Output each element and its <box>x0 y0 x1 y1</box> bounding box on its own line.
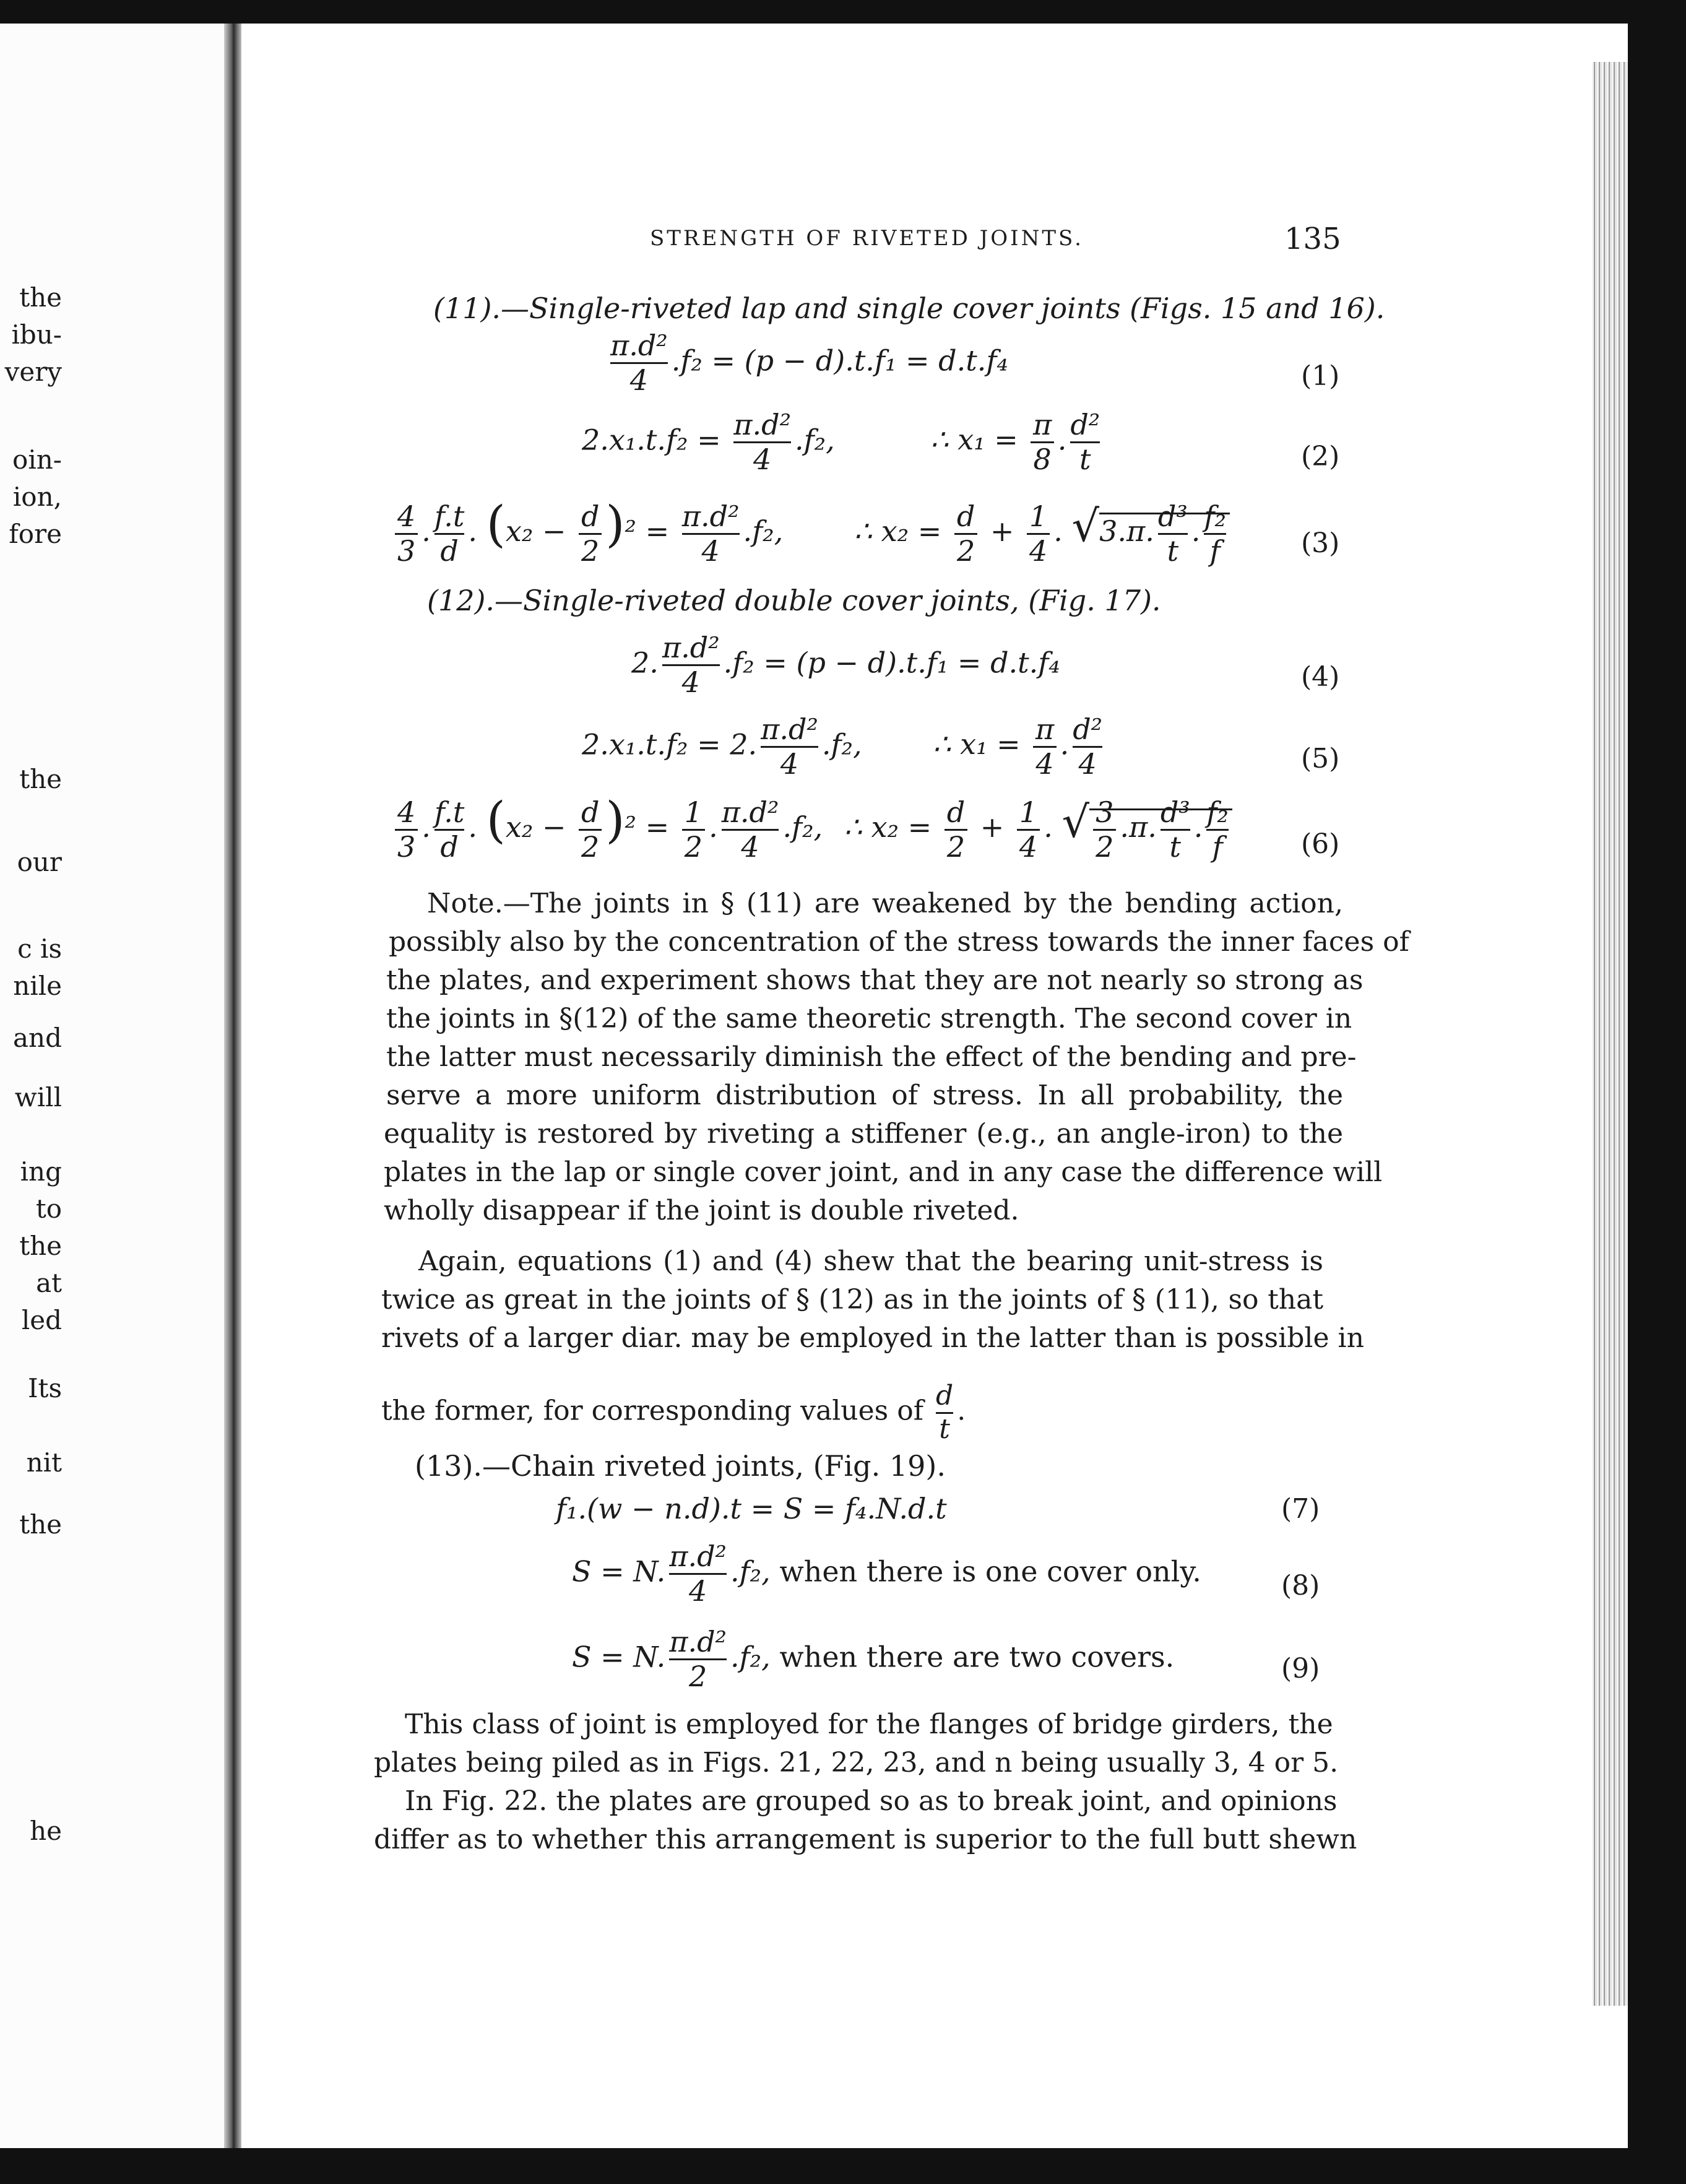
note-line: the plates, and experiment shows that they are not nearly so strong as <box>386 964 1364 996</box>
facing-page-fragment: the <box>19 764 62 794</box>
note-line: Note.—The joints in § (11) are weakened by the bending action, <box>427 888 1343 919</box>
facing-page-fragment: the <box>19 282 62 313</box>
facing-page-fragment: to <box>35 1194 62 1224</box>
facing-page-fragment: he <box>30 1816 62 1846</box>
facing-page-fragment: very <box>4 357 62 387</box>
equation-8: S = N. $\frac{\text{π.d²}}{4}$ .f₂, when there is one cover only. <box>572 1540 1201 1608</box>
equation-1-number: (1) <box>1301 360 1340 392</box>
equation-3: $\frac{4}{3}$ . $\frac{f.t}{d}$ . (x₂ − $\frac{d}{2}$ )² = $\frac{\text{π.d²}}{4}$ .f₂, ∴ x₂ = $\frac{d}{2}$ + $\frac{1}{4}$ . √3.π. $\frac{\text{d³}}{t}$ . $\frac{\text{f₂}}{f}$ <box>391 495 1230 567</box>
again-line: twice as great in the joints of § (12) as in the joints of § (11), so that <box>381 1284 1323 1315</box>
equation-7-number: (7) <box>1281 1493 1320 1525</box>
section-12-heading: (12).—Single-riveted double cover joints, (Fig. 17). <box>427 584 1161 617</box>
running-head: STRENGTH OF RIVETED JOINTS. <box>650 226 1084 251</box>
equation-5-number: (5) <box>1301 743 1340 774</box>
facing-page-fragment: the <box>19 1231 62 1261</box>
facing-page-fragment: oin- <box>12 444 62 475</box>
facing-page-fragment: led <box>21 1305 62 1335</box>
fig22-line: In Fig. 22. the plates are grouped so as to break joint, and opinions <box>405 1785 1338 1817</box>
again-line: Again, equations (1) and (4) shew that the bearing unit-stress is <box>418 1246 1323 1277</box>
section-13-heading: (13).—Chain riveted joints, (Fig. 19). <box>415 1449 946 1483</box>
facing-page-fragment: will <box>14 1082 62 1112</box>
facing-page-fragment: nile <box>13 971 62 1001</box>
facing-page-fragment: and <box>13 1023 62 1053</box>
equation-6-number: (6) <box>1301 828 1340 860</box>
equation-4: 2. $\frac{\text{π.d²}}{4}$ .f₂ = (p − d).t.f₁ = d.t.f₄ <box>631 631 1060 699</box>
facing-page-fragment: the <box>19 1509 62 1540</box>
class-line: plates being piled as in Figs. 21, 22, 23, and n being usually 3, 4 or 5. <box>374 1747 1339 1779</box>
equation-2-number: (2) <box>1301 441 1340 472</box>
equation-7: f₁.(w − n.d).t = S = f₄.N.d.t <box>556 1492 947 1525</box>
note-line: serve a more uniform distribution of stress. In all probability, the <box>386 1080 1343 1111</box>
equation-8-text: when there is one cover only. <box>779 1554 1201 1588</box>
note-line: the latter must necessarily diminish the effect of the bending and pre- <box>386 1041 1357 1073</box>
section-11-heading: (11).—Single-riveted lap and single cover joints (Figs. 15 and 16). <box>433 292 1385 325</box>
equation-3-number: (3) <box>1301 527 1340 559</box>
facing-page-fragment: fore <box>9 519 62 549</box>
again-last-line: the former, for corresponding values of $\frac{d}{t}$ . <box>381 1380 966 1445</box>
facing-page-fragment: ibu- <box>11 319 62 350</box>
equation-5: 2.x₁.t.f₂ = 2. $\frac{\text{π.d²}}{4}$ .f₂, ∴ x₁ = $\frac{\pi}{4}$ . $\frac{\text{d²}}{4}$ <box>582 713 1103 781</box>
equation-4-number: (4) <box>1301 661 1340 693</box>
scan-border-right <box>1628 0 1686 2184</box>
again-line: rivets of a larger diar. may be employed in the latter than is possible in <box>381 1322 1364 1354</box>
note-line: possibly also by the concentration of the stress towards the inner faces of <box>389 926 1409 958</box>
note-line: equality is restored by riveting a stiffener (e.g., an angle-iron) to the <box>384 1118 1343 1150</box>
equation-9: S = N. $\frac{\text{π.d²}}{2}$ .f₂, when there are two covers. <box>572 1625 1175 1693</box>
facing-page-fragment: Its <box>27 1373 62 1403</box>
equation-8-number: (8) <box>1281 1570 1320 1601</box>
book-gutter <box>224 24 241 2148</box>
class-line: This class of joint is employed for the flanges of bridge girders, the <box>405 1709 1333 1740</box>
note-line: plates in the lap or single cover joint, and in any case the difference will <box>384 1156 1383 1188</box>
page-edges <box>1592 62 1628 2006</box>
equation-2: 2.x₁.t.f₂ = $\frac{\text{π.d²}}{4}$ .f₂, ∴ x₁ = $\frac{\pi}{8}$ . $\frac{\text{d²}}{t}$ <box>582 408 1100 476</box>
facing-page-fragment: c is <box>17 934 62 964</box>
equation-9-text: when there are two covers. <box>779 1640 1175 1674</box>
facing-page-fragment: ing <box>20 1156 62 1187</box>
equation-6: $\frac{4}{3}$ . $\frac{f.t}{d}$ . (x₂ − $\frac{d}{2}$ )² = $\frac{1}{2}$ . $\frac{\text{π.d²}}{4}$ .f₂, ∴ x₂ = $\frac{d}{2}$ + $\frac{1}{4}$ . √ $\frac{3}{2}$ .π. $\frac{\text{d³}}{t}$ . $\frac{\text{f₂}}{f}$ <box>391 791 1232 863</box>
again-last-text: the former, for corresponding values of <box>381 1395 924 1427</box>
fig22-line: differ as to whether this arrangement is superior to the full butt shewn <box>374 1824 1357 1855</box>
book-page <box>359 0 1409 2184</box>
facing-page-fragment: nit <box>26 1447 62 1478</box>
note-line: wholly disappear if the joint is double riveted. <box>384 1195 1019 1226</box>
equation-9-number: (9) <box>1281 1653 1320 1684</box>
facing-page-fragment: our <box>17 847 62 877</box>
facing-page <box>0 24 224 2148</box>
facing-page-fragment: ion, <box>12 482 62 512</box>
equation-1: $\frac{\text{π.d²}}{4}$ .f₂ = (p − d).t.f₁ = d.t.f₄ <box>610 329 1008 397</box>
page-number: 135 <box>1284 222 1341 256</box>
facing-page-fragment: at <box>36 1268 62 1298</box>
note-line: the joints in §(12) of the same theoretic strength. The second cover in <box>386 1003 1352 1034</box>
